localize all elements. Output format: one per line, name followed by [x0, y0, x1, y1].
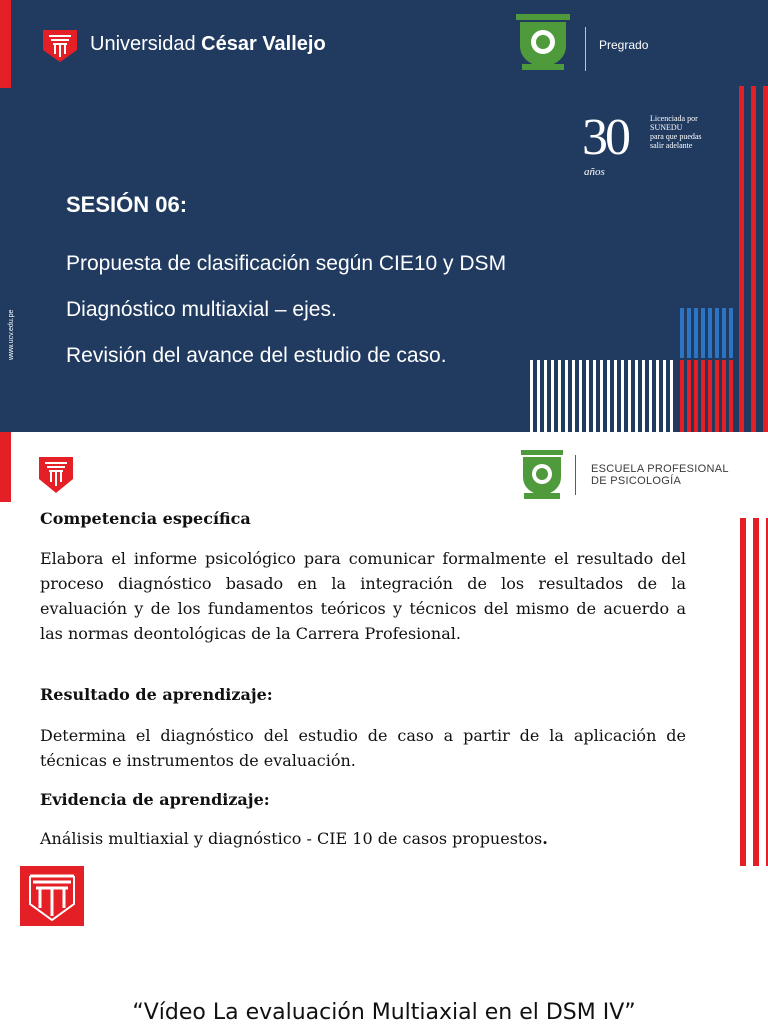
accreditation-badge-icon: [519, 449, 565, 501]
topic-line: Revisión del avance del estudio de caso.: [66, 344, 447, 367]
ucv-shield-icon: [43, 30, 77, 62]
evidence-heading: Evidencia de aprendizaje:: [40, 790, 270, 809]
competence-text: Elabora el informe psicológico para comunicar formalmente el resultado del proceso diagnóstico basado en la integración de los resultados de la evaluación y de los fundamentos teóricos y técnicos del mismo de acuerdo a las normas deontológicas de la Carrera Profesional.: [40, 549, 686, 643]
anniversary-number: 30: [582, 109, 628, 166]
decorative-red-mid-stripes: [680, 360, 736, 432]
program-label: Pregrado: [599, 38, 649, 52]
result-heading: Resultado de aprendizaje:: [40, 685, 273, 704]
left-accent-bar: [0, 432, 11, 502]
left-accent-bar: [0, 0, 11, 88]
licensing-line: salir adelante: [650, 141, 693, 150]
topic-line: Diagnóstico multiaxial – ejes.: [66, 298, 337, 321]
decorative-red-stripes: [739, 86, 768, 432]
evidence-end: .: [542, 829, 548, 848]
competence-heading: Competencia específica: [40, 509, 251, 528]
licensing-note: [650, 114, 730, 150]
school-line: DE PSICOLOGÍA: [591, 475, 682, 487]
decorative-white-stripes: [530, 360, 677, 432]
accreditation-badge-icon: [514, 12, 572, 74]
ucv-shield-icon: [20, 866, 84, 926]
ucv-shield-icon: [39, 457, 73, 493]
session-title: SESIÓN 06:: [66, 192, 188, 217]
decorative-red-stripes: [740, 518, 768, 866]
university-name-bold: César Vallejo: [201, 33, 326, 55]
university-name: [90, 30, 326, 58]
evidence-text: [40, 826, 686, 851]
anniversary-unit: años: [584, 166, 605, 178]
school-name: [591, 463, 729, 487]
header-divider: [585, 27, 586, 71]
licensing-line: para que puedas: [650, 132, 702, 141]
school-line: ESCUELA PROFESIONAL: [591, 463, 729, 475]
header-divider: [575, 455, 576, 495]
video-caption: “Vídeo La evaluación Multiaxial en el DSM IV”: [132, 1000, 636, 1025]
university-prefix: Universidad: [90, 33, 196, 55]
result-text: Determina el diagnóstico del estudio de caso a partir de la aplicación de técnicas e instrumentos de evaluación.: [40, 726, 686, 770]
licensing-line: Licenciada por: [650, 114, 698, 123]
website-url: www.ucv.edu.pe: [8, 309, 15, 360]
evidence-body: Análisis multiaxial y diagnóstico - CIE 10 de casos propuestos: [40, 829, 543, 848]
topic-line: Propuesta de clasificación según CIE10 y DSM: [66, 252, 507, 275]
title-slide: [0, 0, 768, 432]
decorative-blue-stripes: [680, 308, 736, 358]
licensing-line: SUNEDU: [650, 123, 683, 132]
